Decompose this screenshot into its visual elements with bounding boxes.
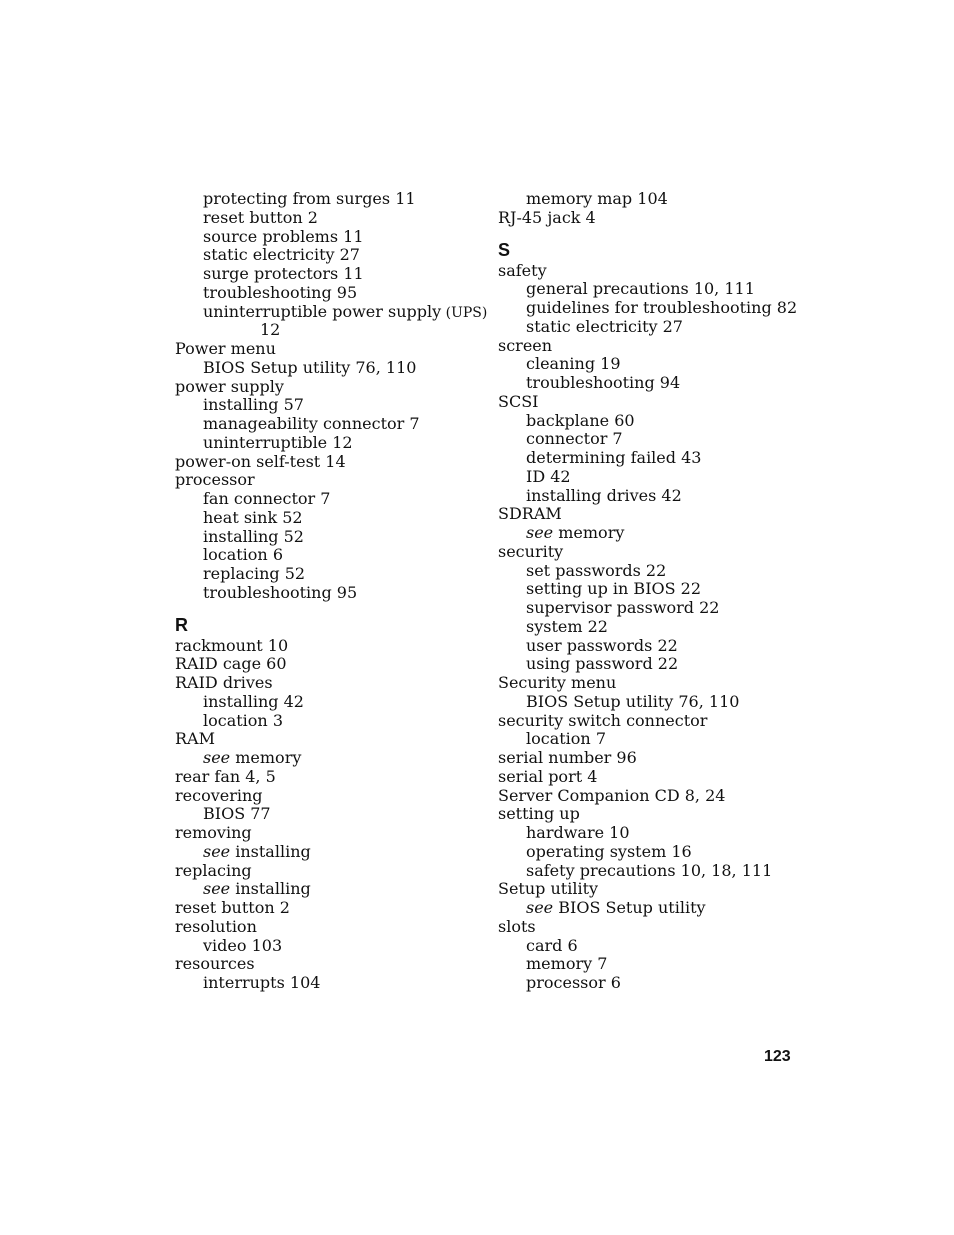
index-subentry [175,415,485,434]
index-entry [498,787,808,806]
index-subentry [498,280,808,299]
index-subentry [175,190,485,209]
index-subentry [498,599,808,618]
index-subentry [498,843,808,862]
entry-text: power-on self-test 14 [175,451,346,471]
index-subentry [175,509,485,528]
index-entry [175,862,485,881]
entry-text: manageability connector 7 [203,414,420,433]
index-subentry [498,937,808,956]
entry-text: troubleshooting 95 [203,282,358,302]
entry-text: reset button 2 [203,207,318,227]
index-subentry [498,374,808,393]
entry-text: 12 [260,320,281,340]
entry-text: security switch connector [498,710,708,730]
entry-text: slots [498,916,536,936]
index-subentry [498,430,808,449]
index-entry [498,880,808,899]
entry-text: memory [553,523,625,542]
index-entry [175,824,485,843]
entry-text: using password 22 [526,654,679,674]
entry-text: processor 6 [526,973,621,992]
index-subentry [498,730,808,749]
index-column-right [498,190,808,993]
index-subentry [498,190,808,209]
index-subentry [175,284,485,303]
entry-text: rear fan 4, 5 [175,766,276,786]
entry-text: RAID drives [175,673,273,692]
entry-text: installing [230,879,311,899]
index-entry [498,918,808,937]
entry-text: Server Companion CD 8, 24 [498,785,726,805]
index-entry [498,209,808,228]
index-entry [175,918,485,937]
index-subentry [175,749,485,768]
entry-text: Setup utility [498,879,599,899]
index-subentry [175,584,485,603]
entry-text: BIOS Setup utility 76, 110 [526,691,740,711]
entry-text: setting up in BIOS 22 [526,579,702,599]
index-subentry [175,301,488,322]
index-subentry [175,937,485,956]
index-subentry [175,396,485,415]
entry-text: recovering [175,785,263,805]
entry-text: reset button 2 [175,898,290,917]
entry-text: installing 42 [203,691,304,711]
index-subentry [498,487,808,506]
entry-text: setting up [498,804,580,824]
entry-text: determining failed 43 [526,448,702,467]
index-subentry [498,468,808,487]
index-subentry [175,880,485,899]
entry-text: guidelines for troubleshooting 82 [526,298,798,317]
index-subentry [498,580,808,599]
entry-text: replacing 52 [203,564,306,583]
entry-suffix: (UPS) [441,304,488,321]
entry-text: installing 52 [203,526,304,546]
entry-text: operating system 16 [526,841,692,861]
index-subentry [175,974,485,993]
entry-text: ID 42 [526,466,571,486]
entry-text: safety [498,260,547,280]
index-subentry [498,637,808,656]
index-entry [175,453,485,472]
entry-text: memory 7 [526,954,608,974]
entry-text: power supply [175,376,284,396]
index-entry [498,262,808,281]
entry-text: location 3 [203,710,283,730]
entry-text: source problems 11 [203,226,364,246]
index-subentry [498,355,808,374]
entry-text: location 7 [526,729,606,749]
index-subentry [175,434,485,453]
entry-text: processor [175,470,255,490]
entry-text: serial port 4 [498,766,598,786]
entry-text: BIOS Setup utility [553,898,706,917]
entry-text: surge protectors 11 [203,264,364,283]
index-subentry [175,359,485,378]
entry-text: static electricity 27 [203,245,360,265]
index-subentry [498,299,808,318]
index-subentry [498,974,808,993]
see-reference: see [526,898,554,917]
index-subentry [175,546,485,565]
entry-text: replacing [175,860,252,880]
index-subentry [175,321,485,340]
index-subentry [498,412,808,431]
entry-text: uninterruptible power supply [203,301,442,321]
index-subentry [498,562,808,581]
entry-text: rackmount 10 [175,635,289,655]
entry-text: installing 57 [203,395,304,415]
entry-text: RAM [175,729,215,749]
index-subentry [175,565,485,584]
entry-text: fan connector 7 [203,489,331,508]
index-entry [498,768,808,787]
entry-text: system 22 [526,616,608,636]
entry-text: BIOS Setup utility 76, 110 [203,357,417,377]
index-entry [175,340,485,359]
index-entry [175,899,485,918]
index-subentry [175,693,485,712]
index-subentry [175,805,485,824]
entry-text: heat sink 52 [203,507,303,527]
index-subentry [498,524,808,543]
see-reference: see [203,748,231,767]
entry-text: general precautions 10, 111 [526,279,755,299]
page-number: 123 [764,1048,791,1065]
index-subentry [175,490,485,509]
index-subentry [175,712,485,731]
index-subentry [498,318,808,337]
entry-text: SDRAM [498,504,562,524]
entry-text: serial number 96 [498,748,637,767]
entry-text: Power menu [175,339,276,358]
index-subentry [175,528,485,547]
entry-text: interrupts 104 [203,973,321,992]
index-letter-heading: S [498,239,511,260]
index-subentry [498,655,808,674]
index-entry [498,337,808,356]
index-entry [498,505,808,524]
entry-text: card 6 [526,935,578,955]
index-entry [175,787,485,806]
index-subentry [498,899,808,918]
index-column-left [175,189,488,993]
index-entry [175,378,485,397]
index-entry [498,393,808,412]
entry-text: static electricity 27 [526,316,683,336]
index-entry [175,768,485,787]
index-subentry [498,862,808,881]
index-entry [175,730,485,749]
entry-text: troubleshooting 94 [526,373,681,392]
index-letter-heading: R [175,614,188,635]
entry-text: hardware 10 [526,823,630,842]
entry-text: BIOS 77 [203,804,271,824]
see-reference: see [203,841,231,861]
entry-text: resources [175,954,255,974]
index-subentry [498,618,808,637]
index-subentry [175,265,485,284]
see-reference: see [203,879,231,899]
entry-text: uninterruptible 12 [203,432,353,452]
entry-text: protecting from surges 11 [203,189,416,208]
index-subentry [175,843,485,862]
entry-text: supervisor password 22 [526,598,720,617]
entry-text: safety precautions 10, 18, 111 [526,860,773,880]
entry-text: connector 7 [526,429,623,449]
index-entry [175,955,485,974]
index-entry [175,471,485,490]
entry-text: troubleshooting 95 [203,582,358,602]
entry-text: memory [230,748,302,767]
index-entry [498,805,808,824]
index-entry [498,712,808,731]
entry-text: Security menu [498,673,617,692]
index-entry [175,655,485,674]
entry-text: removing [175,823,252,842]
entry-text: user passwords 22 [526,635,678,655]
index-entry [175,637,485,656]
entry-text: SCSI [498,391,539,411]
index-entry [498,674,808,693]
index-subentry [498,693,808,712]
index-subentry [175,228,485,247]
index-subentry [498,824,808,843]
entry-text: RAID cage 60 [175,654,287,674]
entry-text: installing [230,841,311,861]
entry-text: memory map 104 [526,189,668,208]
index-entry [498,543,808,562]
entry-text: resolution [175,916,257,936]
index-subentry [175,209,485,228]
entry-text: RJ-45 jack 4 [498,207,596,227]
entry-text: set passwords 22 [526,560,667,580]
index-entry [175,674,485,693]
entry-text: installing drives 42 [526,485,682,505]
entry-text: backplane 60 [526,410,635,430]
index-subentry [498,449,808,468]
index-subentry [498,955,808,974]
entry-text: location 6 [203,545,283,565]
entry-text: cleaning 19 [526,354,621,374]
entry-text: video 103 [203,935,283,955]
see-reference: see [526,523,554,542]
entry-text: security [498,541,564,561]
index-entry [498,749,808,768]
entry-text: screen [498,335,553,355]
index-subentry [175,246,485,265]
